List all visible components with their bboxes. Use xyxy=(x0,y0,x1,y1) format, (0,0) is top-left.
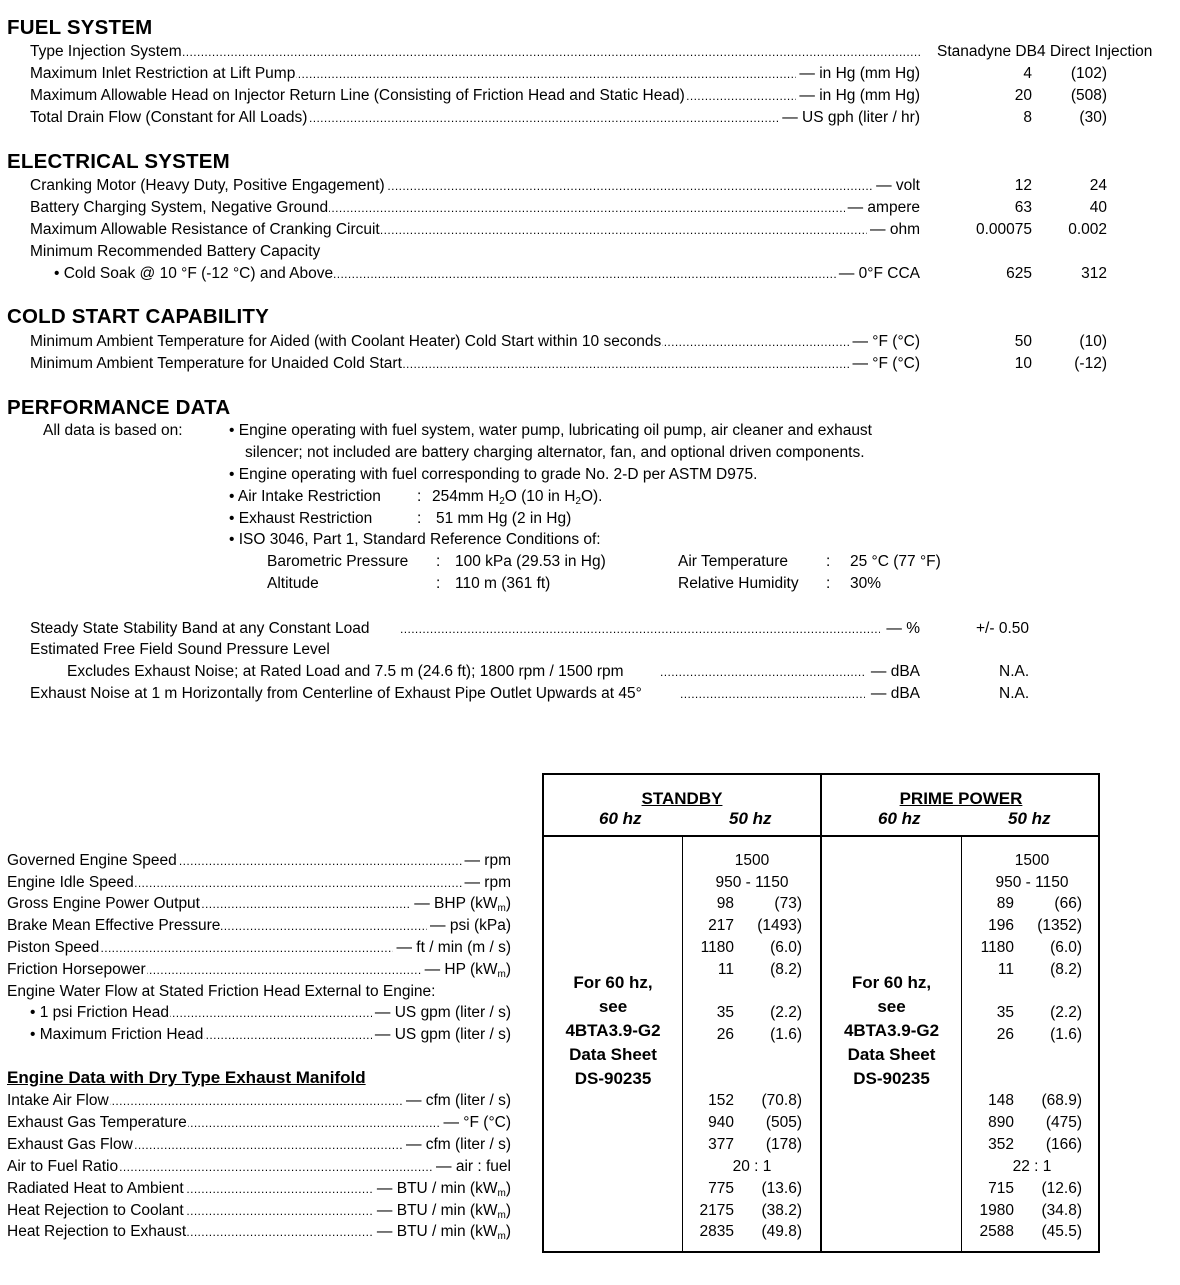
row-label: Governed Engine Speed xyxy=(7,852,177,869)
standby-50hz-value: 35 xyxy=(716,1004,734,1021)
barometric-value: 100 kPa (29.53 in Hg) xyxy=(455,553,606,570)
unit-subscript: m xyxy=(497,1188,506,1199)
prime-50hz-metric: (66) xyxy=(1054,895,1082,912)
unit-text: — BHP (kW xyxy=(414,895,498,912)
dry-manifold-subheading: Engine Data with Dry Type Exhaust Manifold xyxy=(7,1068,366,1087)
table-row xyxy=(0,938,1180,958)
unit-subscript: m xyxy=(497,903,506,914)
row-unit xyxy=(374,1201,511,1221)
table-row xyxy=(0,1201,1180,1221)
spec-row xyxy=(0,242,1180,262)
unit-text: — psi (kPa) xyxy=(430,917,511,934)
spec-unit: — in Hg (mm Hg) xyxy=(796,64,920,84)
row-label: • 1 psi Friction Head xyxy=(30,1004,169,1021)
standby-50hz-metric: (2.2) xyxy=(770,1004,802,1021)
row-unit xyxy=(403,1135,511,1155)
standby-50hz-value: 11 xyxy=(717,961,734,978)
row-unit xyxy=(433,1157,511,1177)
unit-text: — cfm (liter / s) xyxy=(405,1136,511,1153)
spec-label: Type Injection System xyxy=(30,43,182,60)
prime-50hz-value: 148 xyxy=(988,1092,1014,1109)
unit-text: — rpm xyxy=(464,852,511,869)
standby-50hz-metric: (13.6) xyxy=(761,1180,802,1197)
humidity-colon: : xyxy=(826,575,831,592)
unit-text: — BTU / min (kW xyxy=(376,1223,498,1240)
unit-text: — cfm (liter / s) xyxy=(405,1092,511,1109)
unit-subscript: m xyxy=(497,1210,506,1221)
spec-value-b: 0.002 xyxy=(1068,221,1107,238)
spec-label: Minimum Ambient Temperature for Unaided Cold Start xyxy=(30,355,402,372)
unit-text: — air : fuel xyxy=(436,1158,511,1175)
standby-50hz-value: 26 xyxy=(716,1026,734,1043)
spec-label: Minimum Ambient Temperature for Aided (with Coolant Heater) Cold Start within 10 seconds xyxy=(30,333,662,350)
row-label: Exhaust Gas Flow xyxy=(7,1136,133,1153)
unit-tail: ) xyxy=(505,961,511,978)
standby-50hz-value: 98 xyxy=(716,895,734,912)
standby-50hz-metric: (1.6) xyxy=(770,1026,802,1043)
prime-50hz-metric: (166) xyxy=(1045,1136,1082,1153)
prime-50hz-value: 35 xyxy=(996,1004,1014,1021)
unit-text: — ft / min (m / s) xyxy=(396,939,511,956)
iso-conditions: • ISO 3046, Part 1, Standard Reference Conditions of: xyxy=(229,531,601,548)
sound-pressure-label: Estimated Free Field Sound Pressure Level xyxy=(30,641,330,658)
spec-value: Stanadyne DB4 Direct Injection xyxy=(931,42,1152,62)
standby-60hz-note: For 60 hz, see 4BTA3.9-G2 Data Sheet DS-90235 xyxy=(565,973,661,1088)
exhaust-restriction-label: • Exhaust Restriction xyxy=(229,510,373,527)
spec-value-a: 50 xyxy=(1014,333,1032,350)
spec-value-a: 12 xyxy=(1014,177,1032,194)
spec-value-a: 0.00075 xyxy=(975,221,1032,238)
standby-50hz-value: 377 xyxy=(708,1136,734,1153)
table-row xyxy=(0,851,1180,871)
unit-text: — US gpm (liter / s) xyxy=(374,1026,511,1043)
prime-50hz-metric: (1352) xyxy=(1037,917,1082,934)
prime-50hz-value: 890 xyxy=(988,1114,1014,1131)
prime-power-header: PRIME POWER xyxy=(899,789,1023,808)
table-row xyxy=(0,1179,1180,1199)
table-row xyxy=(0,1091,1180,1111)
sound-pressure-row: ..... Excludes Exhaust Noise; at Rated Load and 7.5 m (24.6 ft); 1800 rpm / 1500 rpm — dBA N.A. xyxy=(0,662,1180,682)
prime-50hz-metric: (68.9) xyxy=(1041,1092,1082,1109)
spec-row xyxy=(0,86,1180,106)
spec-unit: — °F (°C) xyxy=(850,332,921,352)
standby-50hz: 50 hz xyxy=(729,809,772,828)
prime-50hz-metric: (1.6) xyxy=(1050,1026,1082,1043)
air-temperature-value: 25 °C (77 °F) xyxy=(850,553,941,570)
spec-value-a: 20 xyxy=(1014,87,1032,104)
spec-value-b: (30) xyxy=(1079,109,1107,126)
row-unit xyxy=(374,1222,511,1242)
row-unit xyxy=(411,894,511,914)
prime-50hz-metric: (8.2) xyxy=(1050,961,1082,978)
exhaust-restriction-value: 51 mm Hg (2 in Hg) xyxy=(436,510,572,527)
standby-50hz-metric: (49.8) xyxy=(761,1223,802,1240)
spec-label: • Cold Soak @ 10 °F (-12 °C) and Above xyxy=(54,265,334,282)
humidity-label: Relative Humidity xyxy=(678,575,799,592)
standby-50hz-value: 940 xyxy=(708,1114,734,1131)
row-label: Gross Engine Power Output xyxy=(7,895,200,912)
basis-bullet-1: • Engine operating with fuel system, water pump, lubricating oil pump, air cleaner and exhaust xyxy=(229,422,872,439)
row-unit xyxy=(422,960,511,980)
spec-value-a: 8 xyxy=(1023,109,1032,126)
row-unit xyxy=(441,1113,512,1133)
row-label: Engine Water Flow at Stated Friction Head External to Engine: xyxy=(7,983,436,1000)
standby-50hz-value: 2175 xyxy=(699,1202,734,1219)
prime-50hz-metric: (2.2) xyxy=(1050,1004,1082,1021)
unit-text: — °F (°C) xyxy=(443,1114,511,1131)
standby-50hz-value: 775 xyxy=(708,1180,734,1197)
row-unit xyxy=(374,1179,511,1199)
spec-unit: — 0°F CCA xyxy=(836,264,920,284)
row-unit xyxy=(372,1025,511,1045)
spec-unit: — volt xyxy=(873,176,920,196)
spec-value-a: 4 xyxy=(1023,65,1032,82)
standby-50hz-metric: (178) xyxy=(765,1136,802,1153)
unit-text: — US gpm (liter / s) xyxy=(374,1004,511,1021)
row-unit xyxy=(462,851,512,871)
prime-50hz-metric: (34.8) xyxy=(1041,1202,1082,1219)
table-row xyxy=(0,894,1180,914)
prime-50hz-metric: (475) xyxy=(1045,1114,1082,1131)
table-row xyxy=(0,916,1180,936)
prime-60hz-note: For 60 hz, see 4BTA3.9-G2 Data Sheet DS-90235 xyxy=(843,973,940,1088)
row-label: Piston Speed xyxy=(7,939,100,956)
spec-value-b: 312 xyxy=(1081,265,1107,282)
row-unit xyxy=(393,938,511,958)
row-label: Air to Fuel Ratio xyxy=(7,1158,119,1175)
spec-row xyxy=(0,108,1180,128)
air-temperature-colon: : xyxy=(826,553,831,570)
exhaust-noise-row: ..... Exhaust Noise at 1 m Horizontally from Centerline of Exhaust Pipe Outlet Upwards at 45° — dBA N.A. xyxy=(0,684,1180,704)
unit-tail: ) xyxy=(505,1180,511,1197)
table-row xyxy=(0,1113,1180,1133)
spec-label: Battery Charging System, Negative Ground xyxy=(30,199,329,216)
standby-50hz-value: 1500 xyxy=(734,852,770,869)
spec-label: Maximum Inlet Restriction at Lift Pump xyxy=(30,65,296,82)
prime-50hz-value: 352 xyxy=(988,1136,1014,1153)
prime-60hz: 60 hz xyxy=(878,809,921,828)
spec-value-b: 24 xyxy=(1089,177,1107,194)
standby-50hz-value: 2835 xyxy=(699,1223,734,1240)
prime-50hz-value: 26 xyxy=(996,1026,1014,1043)
exhaust-restriction-colon: : xyxy=(417,510,422,527)
prime-50hz-value: 1500 xyxy=(1014,852,1050,869)
spec-label: Total Drain Flow (Constant for All Loads) xyxy=(30,109,308,126)
prime-50hz-value: 196 xyxy=(988,917,1014,934)
row-unit xyxy=(403,1091,511,1111)
unit-text: — rpm xyxy=(464,874,511,891)
basis-bullet-2: • Engine operating with fuel corresponding to grade No. 2-D per ASTM D975. xyxy=(229,466,758,483)
unit-subscript: m xyxy=(497,969,506,980)
standby-50hz-metric: (8.2) xyxy=(770,961,802,978)
leader-dots xyxy=(70,42,920,62)
prime-50hz-value: 11 xyxy=(997,961,1014,978)
air-intake-colon: : xyxy=(417,488,422,505)
spec-value-b: (102) xyxy=(1070,65,1107,82)
table-row xyxy=(0,1025,1180,1045)
spec-row xyxy=(0,198,1180,218)
table-row xyxy=(0,873,1180,893)
prime-50hz-value: 22 : 1 xyxy=(1012,1158,1052,1175)
prime-50hz-value: 89 xyxy=(996,895,1014,912)
air-intake-label: • Air Intake Restriction xyxy=(229,488,381,505)
spec-row xyxy=(0,64,1180,84)
spec-row xyxy=(0,264,1180,284)
spec-row xyxy=(0,332,1180,352)
unit-subscript: m xyxy=(497,1231,506,1242)
table-header-rule xyxy=(544,835,1098,837)
row-unit xyxy=(427,916,511,936)
spec-label: Maximum Allowable Head on Injector Return Line (Consisting of Friction Head and Static Head) xyxy=(30,87,685,104)
prime-50hz-metric: (12.6) xyxy=(1041,1180,1082,1197)
row-label: Engine Idle Speed xyxy=(7,874,134,891)
spec-unit: — US gph (liter / hr) xyxy=(779,108,920,128)
barometric-label: Barometric Pressure xyxy=(267,553,409,570)
table-row xyxy=(0,1003,1180,1023)
spec-row xyxy=(0,354,1180,374)
standby-60hz: 60 hz xyxy=(599,809,642,828)
electrical-system-heading: ELECTRICAL SYSTEM xyxy=(7,150,230,173)
standby-50hz-metric: (38.2) xyxy=(761,1202,802,1219)
prime-50hz-value: 950 - 1150 xyxy=(995,874,1069,891)
row-label: • Maximum Friction Head xyxy=(30,1026,204,1043)
prime-50hz-value: 1180 xyxy=(980,939,1014,956)
unit-tail: ) xyxy=(505,1223,511,1240)
standby-header: STANDBY xyxy=(641,789,723,808)
prime-50hz-value: 1980 xyxy=(979,1202,1014,1219)
prime-50hz: 50 hz xyxy=(1008,809,1051,828)
standby-50hz-metric: (70.8) xyxy=(761,1092,802,1109)
prime-50hz-value: 2588 xyxy=(979,1223,1014,1240)
spec-value-a: 10 xyxy=(1014,355,1032,372)
table-row xyxy=(0,982,1180,1002)
standby-50hz-value: 217 xyxy=(708,917,734,934)
spec-unit: — in Hg (mm Hg) xyxy=(796,86,920,106)
table-row xyxy=(0,1157,1180,1177)
barometric-colon: : xyxy=(436,553,441,570)
standby-50hz-metric: (73) xyxy=(774,895,802,912)
cold-start-heading: COLD START CAPABILITY xyxy=(7,305,269,328)
spec-row xyxy=(0,42,1180,62)
altitude-colon: : xyxy=(436,575,441,592)
row-label: Brake Mean Effective Pressure xyxy=(7,917,221,934)
spec-value-a: 625 xyxy=(1006,265,1032,282)
unit-tail: ) xyxy=(505,1202,511,1219)
row-label: Heat Rejection to Exhaust xyxy=(7,1223,187,1240)
prime-50hz-metric: (6.0) xyxy=(1050,939,1082,956)
spec-value-b: (508) xyxy=(1070,87,1107,104)
standby-50hz-value: 950 - 1150 xyxy=(715,874,789,891)
standby-50hz-value: 152 xyxy=(708,1092,734,1109)
altitude-value: 110 m (361 ft) xyxy=(455,575,551,592)
spec-value-a: 63 xyxy=(1014,199,1032,216)
air-temperature-label: Air Temperature xyxy=(678,553,788,570)
prime-50hz-metric: (45.5) xyxy=(1041,1223,1082,1240)
spec-unit: — ampere xyxy=(845,198,920,218)
spec-label: Minimum Recommended Battery Capacity xyxy=(30,243,321,260)
prime-50hz-value: 715 xyxy=(988,1180,1014,1197)
fuel-system-heading: FUEL SYSTEM xyxy=(7,16,153,39)
row-label: Exhaust Gas Temperature xyxy=(7,1114,187,1131)
spec-value-b: (-12) xyxy=(1074,355,1107,372)
spec-label: Maximum Allowable Resistance of Cranking Circuit xyxy=(30,221,380,238)
spec-value-b: (10) xyxy=(1079,333,1107,350)
standby-50hz-metric: (505) xyxy=(765,1114,802,1131)
humidity-value: 30% xyxy=(850,575,882,592)
unit-text: — BTU / min (kW xyxy=(376,1202,498,1219)
table-row xyxy=(0,960,1180,980)
spec-row xyxy=(0,176,1180,196)
stability-row: ..... Steady State Stability Band at any Constant Load — % +/- 0.50 xyxy=(0,619,1180,639)
air-intake-value: 254mm $H_2O$ (10 in $H_2O$). xyxy=(432,488,603,507)
spec-value-b: 40 xyxy=(1089,199,1107,216)
unit-tail: ) xyxy=(505,895,511,912)
row-label: Heat Rejection to Coolant xyxy=(7,1202,184,1219)
row-label: Intake Air Flow xyxy=(7,1092,109,1109)
row-label: Friction Horsepower xyxy=(7,961,146,978)
standby-50hz-value: 1180 xyxy=(700,939,734,956)
table-row xyxy=(0,1222,1180,1242)
spec-unit: — ohm xyxy=(867,220,920,240)
spec-row xyxy=(0,220,1180,240)
unit-text: — BTU / min (kW xyxy=(376,1180,498,1197)
unit-text: — HP (kW xyxy=(424,961,498,978)
row-unit xyxy=(372,1003,511,1023)
row-label: Radiated Heat to Ambient xyxy=(7,1180,184,1197)
spec-unit: — °F (°C) xyxy=(850,354,921,374)
basis-label: All data is based on: xyxy=(43,422,183,439)
row-unit xyxy=(462,873,512,893)
altitude-label: Altitude xyxy=(267,575,319,592)
spec-label: Cranking Motor (Heavy Duty, Positive Engagement) xyxy=(30,177,385,194)
standby-50hz-metric: (1493) xyxy=(757,917,802,934)
basis-bullet-1-cont: silencer; not included are battery charging alternator, fan, and optional driven components. xyxy=(245,444,865,461)
performance-data-heading: PERFORMANCE DATA xyxy=(7,396,231,419)
table-row xyxy=(0,1135,1180,1155)
standby-50hz-metric: (6.0) xyxy=(770,939,802,956)
standby-50hz-value: 20 : 1 xyxy=(732,1158,772,1175)
